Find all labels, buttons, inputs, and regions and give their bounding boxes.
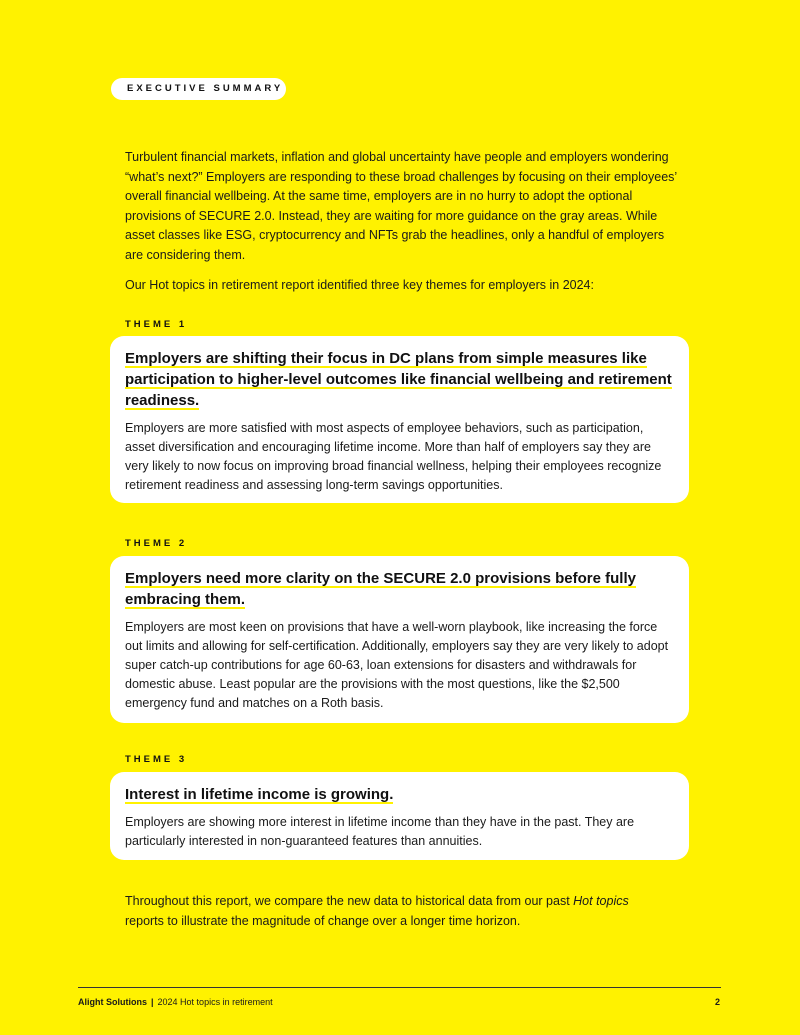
- theme-3-heading: [125, 784, 674, 805]
- intro-paragraph-2: Our Hot topics in retirement report identified three key themes for employers in 2024:: [125, 278, 594, 292]
- footer-divider: [78, 987, 721, 988]
- intro-text: [125, 148, 680, 307]
- theme-1-card: [110, 336, 689, 503]
- theme-3-heading-text: Interest in lifetime income is growing.: [125, 786, 394, 803]
- theme-1-heading-text: Employers are shifting their focus in DC plans from simple measures like participation to higher-level outcomes like financial wellbeing and retirement readiness.: [125, 350, 672, 409]
- intro-paragraph-1: Turbulent financial markets, inflation and global uncertainty have people and employers wondering “what’s next?” Employers are responding to these broad challenges by focusing on their employees’ overall financial wellbeing. At the same time, employers are in no hurry to adopt the optional provisions of SECURE 2.0. Instead, they are waiting for more guidance on the gray areas. While asset classes like ESG, cryptocurrency and NFTs grab the headlines, only a handful of employers are considering them.: [125, 150, 677, 262]
- theme-2-body: Employers are most keen on provisions that have a well-worn playbook, like increasing the force out limits and allowing for self-certification. Additionally, employers say they are very likely to adopt super catch-up contributions for age 60-63, loan extensions for disasters and withdrawals for domestic abuse. Least popular are the provisions with the most questions, like the $2,500 emergency fund and matches on a Roth basis.: [125, 620, 669, 710]
- theme-2-label: THEME 2: [125, 538, 188, 549]
- footer-separator: |: [151, 997, 154, 1007]
- theme-3-label: THEME 3: [125, 754, 188, 765]
- theme-2-heading: [125, 568, 674, 610]
- closing-text-start: Throughout this report, we compare the new data to historical data from our past: [125, 894, 574, 908]
- theme-3-card: [110, 772, 689, 860]
- section-label-pill: EXECUTIVE SUMMARY: [111, 78, 286, 100]
- closing-paragraph: [125, 892, 665, 931]
- footer-report-title: 2024 Hot topics in retirement: [157, 997, 273, 1007]
- closing-text-italic: Hot topics: [573, 894, 629, 908]
- theme-2-card: [110, 556, 689, 723]
- closing-text-end: reports to illustrate the magnitude of change over a longer time horizon.: [125, 913, 521, 928]
- footer-title: [78, 997, 273, 1007]
- footer-brand: Alight Solutions: [78, 997, 147, 1007]
- theme-1-label: THEME 1: [125, 319, 188, 330]
- theme-2-heading-text: Employers need more clarity on the SECURE 2.0 provisions before fully embracing them.: [125, 570, 636, 608]
- theme-3-body: Employers are showing more interest in lifetime income than they have in the past. They are particularly interested in non-guaranteed features than annuities.: [125, 815, 635, 848]
- theme-1-body: Employers are more satisfied with most aspects of employee behaviors, such as participation, asset diversification and encouraging lifetime income. More than half of employers say they are very likely to now focus on improving broad financial wellness, helping their employees recognize retirement readiness and assessing long-term savings opportunities.: [125, 421, 662, 492]
- page-number: 2: [714, 997, 720, 1007]
- theme-1-heading: [125, 348, 674, 411]
